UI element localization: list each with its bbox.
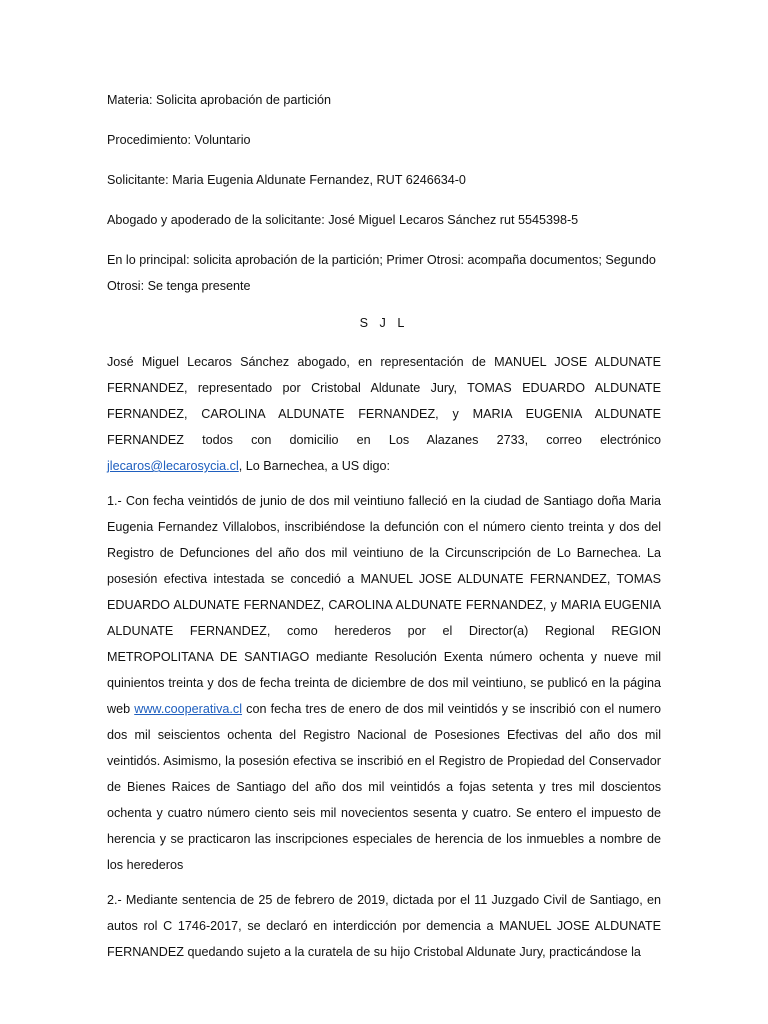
principal-line: En lo principal: solicita aprobación de la partición; Primer Otrosi: acompaña documentos; Segundo Otrosi: Se tenga presente [107, 253, 656, 293]
materia-line: Materia: Solicita aprobación de partición [107, 93, 332, 107]
abogado-line: Abogado y apoderado de la solicitante: José Miguel Lecaros Sánchez rut 5545398-5 [107, 213, 579, 227]
solicitante-line: Solicitante: Maria Eugenia Aldunate Fernandez, RUT 6246634-0 [107, 173, 466, 187]
cooperativa-link[interactable]: www.cooperativa.cl [134, 702, 243, 716]
intro-paragraph [107, 349, 661, 479]
procedimiento-line: Procedimiento: Voluntario [107, 133, 251, 147]
document-body [107, 90, 661, 974]
paragraph-2: 2.- Mediante sentencia de 25 de febrero de 2019, dictada por el 11 Juzgado Civil de Santiago, en autos rol C 1746-2017, se declaró en interdicción por demencia a MANUEL JOSE ALDUNATE FERNANDEZ quedando sujeto a la curatela de su hijo Cristobal Aldunate Jury, practicándose la [107, 893, 661, 959]
paragraph-1-text-start: 1.- Con fecha veintidós de junio de dos mil veintiuno falleció en la ciudad de Santiago doña Maria Eugenia Fernandez Villalobos, inscribiéndose la defunción con el número ciento treinta y dos del Registro de Defunciones del año dos mil veintiuno de la Circunscripción de Lo Barnechea. La posesión efectiva intestada se concedió a MANUEL JOSE ALDUNATE FERNANDEZ, TOMAS EDUARDO ALDUNATE FERNANDEZ, CAROLINA ALDUNATE FERNANDEZ, y MARIA EUGENIA ALDUNATE FERNANDEZ, como herederos por el Director(a) Regional REGION METROPOLITANA DE SANTIAGO mediante Resolución Exenta número ochenta y nueve mil quinientos treinta y dos de fecha treinta de diciembre de dos mil veintiuno, se publicó en la página web [107, 494, 661, 716]
intro-text-end: , Lo Barnechea, a US digo: [238, 459, 391, 473]
paragraph-1 [107, 488, 661, 878]
sjl-heading: S J L [359, 316, 409, 330]
paragraph-1-text-end: con fecha tres de enero de dos mil veintidós y se inscribió con el numero dos mil seiscientos ochenta del Registro Nacional de Posesiones Efectivas del año dos mil veintidós. Asimismo, la posesión efectiva se inscribió en el Registro de Propiedad del Conservador de Bienes Raices de Santiago del año dos mil veintidós a fojas setenta y tres mil doscientos ochenta y cuatro número ciento seis mil novecientos sesenta y cuatro. Se entero el impuesto de herencia y se practicaron las inscripciones especiales de herencia de los inmuebles a nombre de los herederos [107, 702, 661, 872]
intro-text-start: José Miguel Lecaros Sánchez abogado, en representación de MANUEL JOSE ALDUNATE FERNANDEZ, representado por Cristobal Aldunate Jury, TOMAS EDUARDO ALDUNATE FERNANDEZ, CAROLINA ALDUNATE FERNANDEZ, y MARIA EUGENIA ALDUNATE FERNANDEZ todos con domicilio en Los Alazanes 2733, correo electrónico [107, 355, 661, 447]
email-link[interactable]: jlecaros@lecarosycia.cl [107, 459, 239, 473]
